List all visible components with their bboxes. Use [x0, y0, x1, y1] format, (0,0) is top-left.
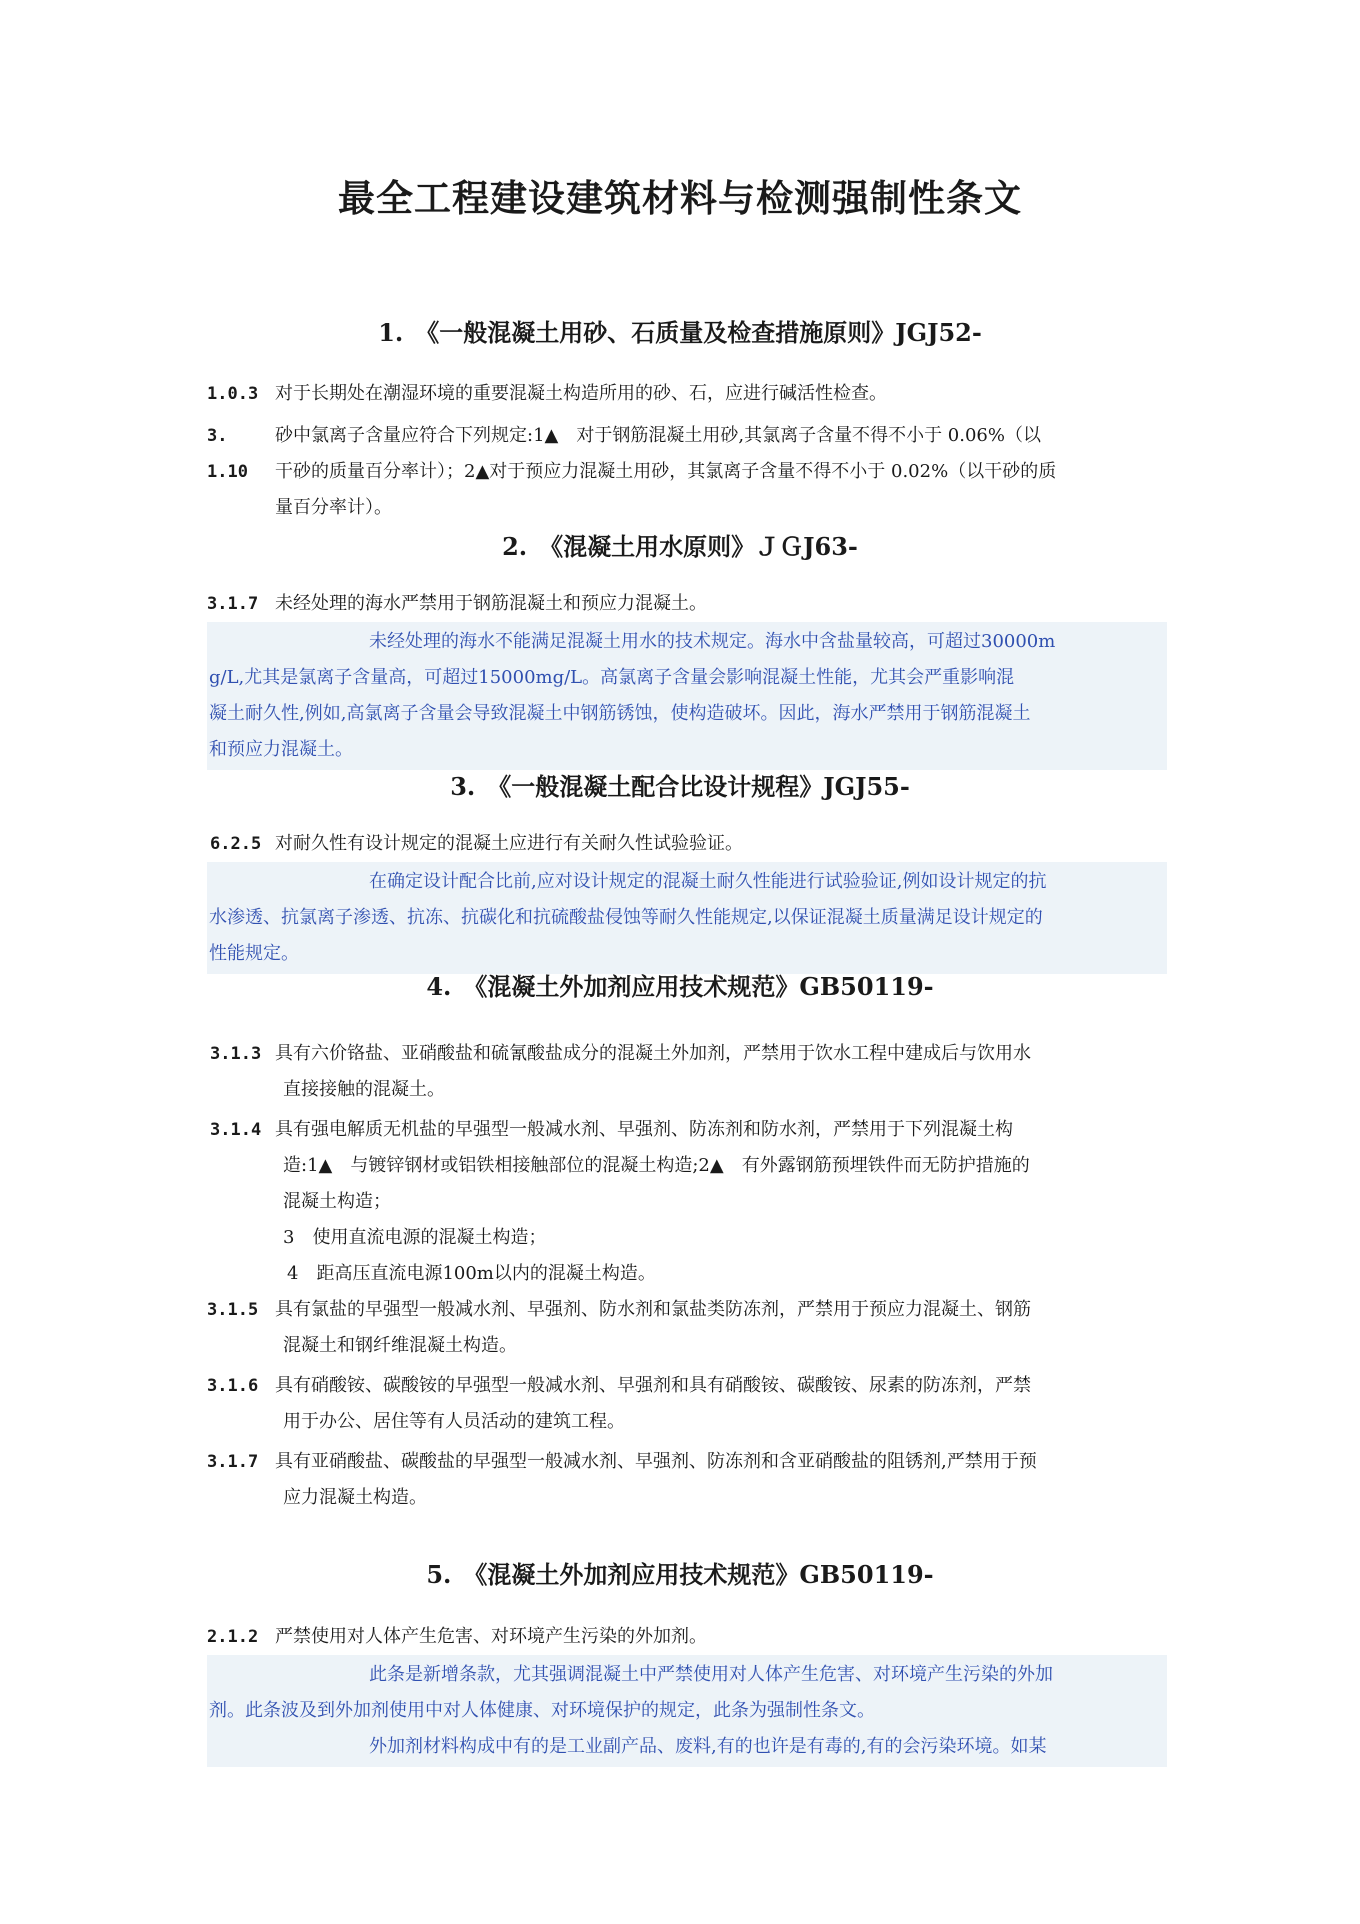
clause-number: 3.1.6 — [207, 1376, 259, 1396]
clause-text-line: 直接接触的混凝土。 — [283, 1079, 445, 1100]
clause-3-1-6 — [207, 1368, 1167, 1440]
clause-number: 1.0.3 — [207, 384, 259, 404]
list-item: 4 距高压直流电源100m以内的混凝土构造。 — [287, 1263, 656, 1284]
clause-text-line: 具有六价铬盐、亚硝酸盐和硫氰酸盐成分的混凝土外加剂，严禁用于饮水工程中建成后与饮用水 — [275, 1043, 1031, 1064]
clause-3-1-3 — [207, 1036, 1167, 1108]
note-line: 外加剂材料构成中有的是工业副产品、废料,有的也许是有毒的,有的会污染环境。如某 — [369, 1736, 1047, 1757]
clause-number: 3.1.5 — [207, 1300, 259, 1320]
note-line: 剂。此条波及到外加剂使用中对人体健康、对环境保护的规定，此条为强制性条文。 — [209, 1700, 875, 1721]
note-line: 未经处理的海水不能满足混凝土用水的技术规定。海水中含盐量较高，可超过30000m — [369, 631, 1056, 652]
page-title: 最全工程建设建筑材料与检测强制性条文 — [338, 176, 1022, 220]
section-1-heading: 1. 《一般混凝土用砂、石质量及检查措施原则》JGJ52- — [378, 318, 982, 347]
clause-text: 对于长期处在潮湿环境的重要混凝土构造所用的砂、石，应进行碱活性检查。 — [275, 383, 887, 404]
clause-text-line: 具有强电解质无机盐的早强型一般减水剂、早强剂、防冻剂和防水剂，严禁用于下列混凝土构 — [275, 1119, 1013, 1140]
clause-number-part-a: 3. — [207, 426, 228, 446]
section-2-heading: 2. 《混凝土用水原则》ＪＧJ63- — [502, 532, 858, 561]
clause-6-2-5 — [207, 826, 1167, 862]
clause-text-line: 具有硝酸铵、碳酸铵的早强型一般减水剂、早强剂和具有硝酸铵、碳酸铵、尿素的防冻剂，严禁 — [275, 1375, 1031, 1396]
clause-text: 对耐久性有设计规定的混凝土应进行有关耐久性试验验证。 — [275, 833, 743, 854]
clause-text: 未经处理的海水严禁用于钢筋混凝土和预应力混凝土。 — [275, 593, 707, 614]
note-line: 水渗透、抗氯离子渗透、抗冻、抗碳化和抗硫酸盐侵蚀等耐久性能规定,以保证混凝土质量满足设计规定的 — [209, 907, 1043, 928]
section-4-heading: 4. 《混凝土外加剂应用技术规范》GB50119- — [426, 972, 934, 1001]
clause-3-1-5 — [207, 1292, 1167, 1364]
clause-text-line: 应力混凝土构造。 — [283, 1487, 427, 1508]
clause-3-1-7-b — [207, 1444, 1167, 1516]
section-3-heading: 3. 《一般混凝土配合比设计规程》JGJ55- — [450, 772, 910, 801]
note-line: 性能规定。 — [209, 943, 299, 964]
clause-1-0-3 — [207, 376, 1167, 412]
clause-3-1-10 — [207, 418, 1167, 526]
note-line: 此条是新增条款，尤其强调混凝土中严禁使用对人体产生危害、对环境产生污染的外加 — [369, 1664, 1053, 1685]
clause-explanation — [207, 1655, 1167, 1767]
clause-text-line: 具有氯盐的早强型一般减水剂、早强剂、防水剂和氯盐类防冻剂，严禁用于预应力混凝土、钢筋 — [275, 1299, 1031, 1320]
note-line: 凝土耐久性,例如,高氯离子含量会导致混凝土中钢筋锈蚀，使构造破坏。因此，海水严禁用于钢筋混凝土 — [209, 703, 1031, 724]
clause-2-1-2 — [207, 1619, 1167, 1655]
note-line: g/L,尤其是氯离子含量高，可超过15000mg/L。高氯离子含量会影响混凝土性能，尤其会严重影响混 — [209, 667, 1015, 688]
clause-text-line: 量百分率计）。 — [275, 497, 392, 518]
clause-text-line: 砂中氯离子含量应符合下列规定:1▲ 对于钢筋混凝土用砂,其氯离子含量不得不小于 0.06%（以 — [275, 425, 1041, 446]
clause-text-line: 混凝土构造； — [283, 1191, 391, 1212]
clause-number: 3.1.7 — [207, 594, 259, 614]
list-item: 3 使用直流电源的混凝土构造； — [283, 1227, 547, 1248]
clause-number: 3.1.7 — [207, 1452, 259, 1472]
clause-text-line: 造:1▲ 与镀锌钢材或铝铁相接触部位的混凝土构造;2▲ 有外露钢筋预埋铁件而无防护措施的 — [283, 1155, 1030, 1176]
clause-number-part-b: 1.10 — [207, 462, 248, 482]
clause-3-1-4 — [207, 1112, 1167, 1292]
clause-text: 严禁使用对人体产生危害、对环境产生污染的外加剂。 — [275, 1626, 707, 1647]
section-5-heading: 5. 《混凝土外加剂应用技术规范》GB50119- — [426, 1560, 934, 1589]
clause-number: 6.2.5 — [210, 834, 262, 854]
clause-explanation — [207, 622, 1167, 770]
clause-number: 2.1.2 — [207, 1627, 259, 1647]
clause-text-line: 具有亚硝酸盐、碳酸盐的早强型一般减水剂、早强剂、防冻剂和含亚硝酸盐的阻锈剂,严禁用于预 — [275, 1451, 1037, 1472]
note-line: 在确定设计配合比前,应对设计规定的混凝土耐久性能进行试验验证,例如设计规定的抗 — [369, 871, 1047, 892]
clause-explanation — [207, 862, 1167, 974]
note-line: 和预应力混凝土。 — [209, 739, 353, 760]
clause-text-line: 用于办公、居住等有人员活动的建筑工程。 — [283, 1411, 625, 1432]
clause-text-line: 混凝土和钢纤维混凝土构造。 — [283, 1335, 517, 1356]
clause-3-1-7 — [207, 586, 1167, 622]
clause-text-line: 干砂的质量百分率计）；2▲对于预应力混凝土用砂，其氯离子含量不得不小于 0.02%（以干砂的质 — [275, 461, 1057, 482]
clause-number: 3.1.3 — [210, 1044, 262, 1064]
clause-number: 3.1.4 — [210, 1120, 262, 1140]
